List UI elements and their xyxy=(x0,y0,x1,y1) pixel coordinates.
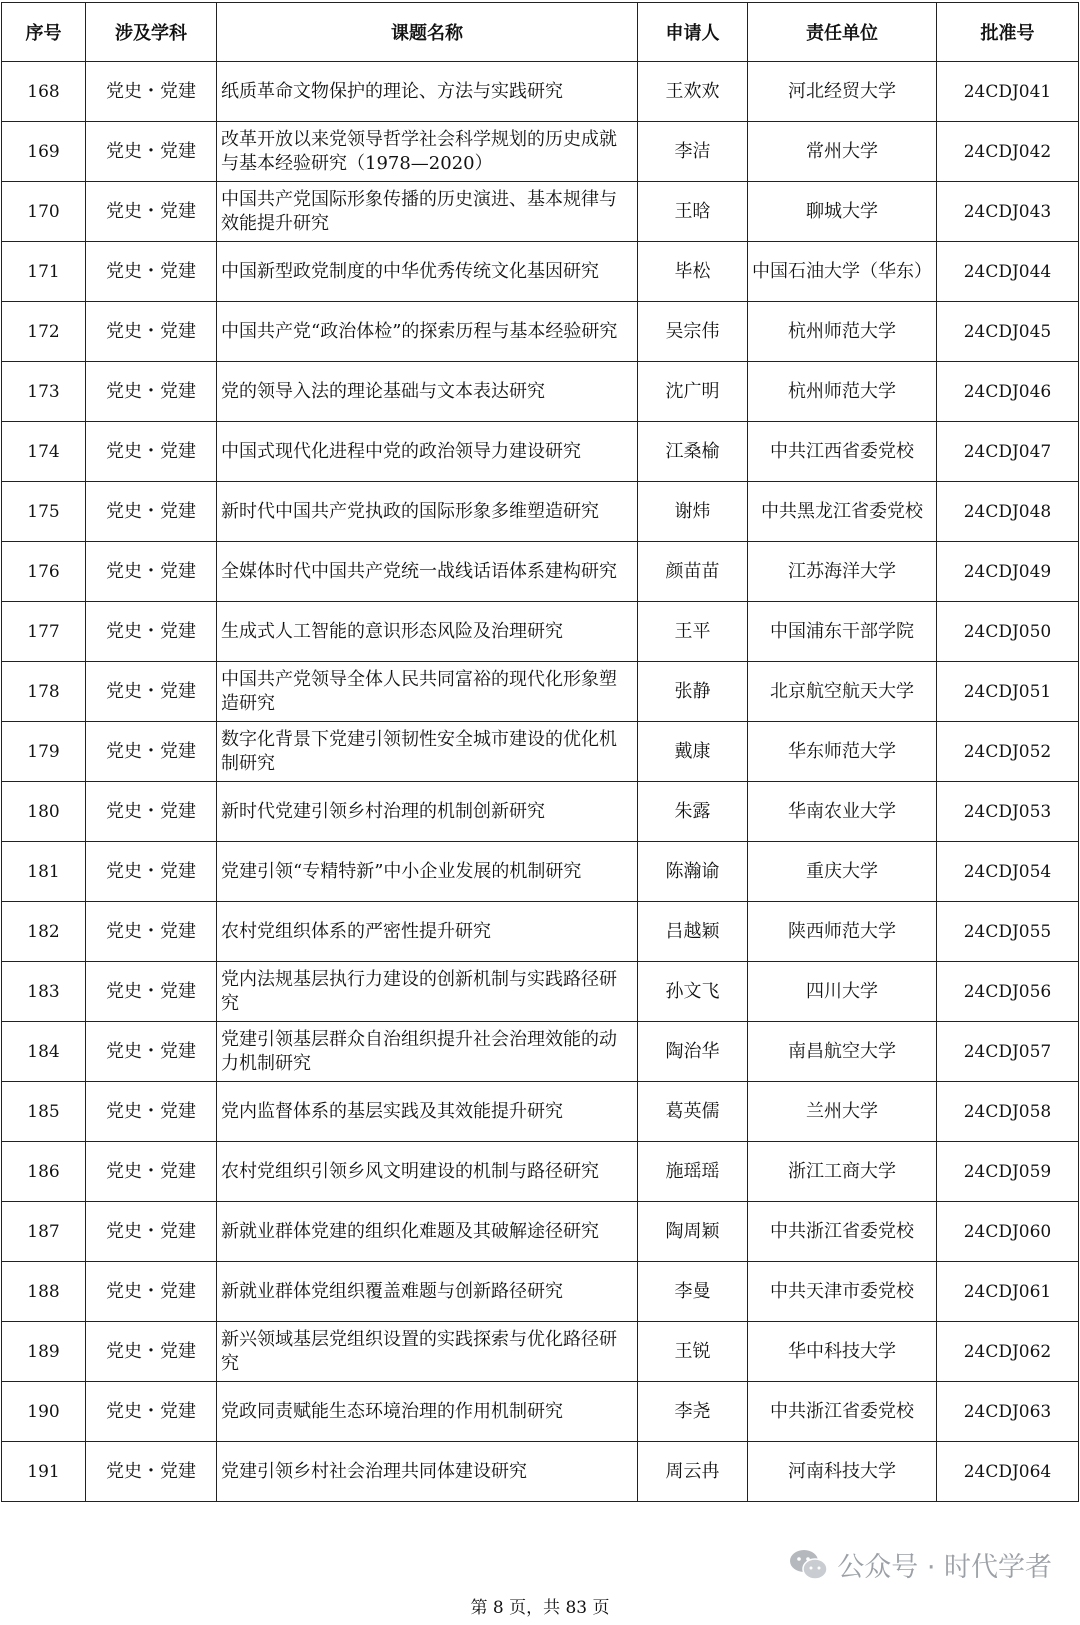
row-title: 党建引领乡村社会治理共同体建设研究 xyxy=(217,1442,638,1502)
row-approval-no: 24CDJ050 xyxy=(937,602,1079,662)
row-title: 党政同责赋能生态环境治理的作用机制研究 xyxy=(217,1382,638,1442)
row-discipline: 党史・党建 xyxy=(86,482,217,542)
table-row xyxy=(2,542,1079,602)
row-institution: 华中科技大学 xyxy=(748,1322,937,1382)
row-title: 新时代中国共产党执政的国际形象多维塑造研究 xyxy=(217,482,638,542)
table-row xyxy=(2,242,1079,302)
row-index: 180 xyxy=(2,782,86,842)
row-approval-no: 24CDJ041 xyxy=(937,62,1079,122)
table-row xyxy=(2,782,1079,842)
header-applicant: 申请人 xyxy=(638,3,748,62)
row-title: 全媒体时代中国共产党统一战线话语体系建构研究 xyxy=(217,542,638,602)
row-discipline: 党史・党建 xyxy=(86,1202,217,1262)
row-discipline: 党史・党建 xyxy=(86,722,217,782)
row-approval-no: 24CDJ063 xyxy=(937,1382,1079,1442)
row-title: 中国共产党“政治体检”的探索历程与基本经验研究 xyxy=(217,302,638,362)
row-approval-no: 24CDJ043 xyxy=(937,182,1079,242)
row-approval-no: 24CDJ058 xyxy=(937,1082,1079,1142)
table-row xyxy=(2,482,1079,542)
row-discipline: 党史・党建 xyxy=(86,122,217,182)
row-discipline: 党史・党建 xyxy=(86,542,217,602)
row-approval-no: 24CDJ049 xyxy=(937,542,1079,602)
row-index: 169 xyxy=(2,122,86,182)
row-discipline: 党史・党建 xyxy=(86,182,217,242)
table-row xyxy=(2,962,1079,1022)
row-title: 中国共产党国际形象传播的历史演进、基本规律与效能提升研究 xyxy=(217,182,638,242)
table-header-row xyxy=(2,3,1079,62)
row-applicant: 吴宗伟 xyxy=(638,302,748,362)
row-discipline: 党史・党建 xyxy=(86,422,217,482)
row-applicant: 陶周颖 xyxy=(638,1202,748,1262)
table-row xyxy=(2,602,1079,662)
row-approval-no: 24CDJ051 xyxy=(937,662,1079,722)
row-index: 174 xyxy=(2,422,86,482)
row-approval-no: 24CDJ064 xyxy=(937,1442,1079,1502)
table-row xyxy=(2,182,1079,242)
row-discipline: 党史・党建 xyxy=(86,782,217,842)
row-institution: 中共江西省委党校 xyxy=(748,422,937,482)
row-index: 172 xyxy=(2,302,86,362)
row-index: 176 xyxy=(2,542,86,602)
row-applicant: 李尧 xyxy=(638,1382,748,1442)
row-discipline: 党史・党建 xyxy=(86,602,217,662)
row-applicant: 孙文飞 xyxy=(638,962,748,1022)
row-applicant: 江桑榆 xyxy=(638,422,748,482)
row-title: 党内法规基层执行力建设的创新机制与实践路径研究 xyxy=(217,962,638,1022)
watermark xyxy=(789,1545,1052,1584)
row-approval-no: 24CDJ053 xyxy=(937,782,1079,842)
row-institution: 常州大学 xyxy=(748,122,937,182)
row-discipline: 党史・党建 xyxy=(86,1442,217,1502)
project-table xyxy=(1,2,1079,1502)
row-discipline: 党史・党建 xyxy=(86,62,217,122)
row-title: 纸质革命文物保护的理论、方法与实践研究 xyxy=(217,62,638,122)
row-index: 182 xyxy=(2,902,86,962)
row-approval-no: 24CDJ044 xyxy=(937,242,1079,302)
row-institution: 华南农业大学 xyxy=(748,782,937,842)
row-approval-no: 24CDJ052 xyxy=(937,722,1079,782)
row-title: 改革开放以来党领导哲学社会科学规划的历史成就与基本经验研究（1978—2020） xyxy=(217,122,638,182)
row-institution: 中共浙江省委党校 xyxy=(748,1382,937,1442)
row-title: 数字化背景下党建引领韧性安全城市建设的优化机制研究 xyxy=(217,722,638,782)
wechat-icon xyxy=(789,1548,829,1582)
row-applicant: 施瑶瑶 xyxy=(638,1142,748,1202)
watermark-text: 公众号 · 时代学者 xyxy=(837,1552,1052,1583)
row-title: 新就业群体党组织覆盖难题与创新路径研究 xyxy=(217,1262,638,1322)
row-institution: 聊城大学 xyxy=(748,182,937,242)
row-institution: 南昌航空大学 xyxy=(748,1022,937,1082)
row-discipline: 党史・党建 xyxy=(86,1142,217,1202)
table-row xyxy=(2,362,1079,422)
row-applicant: 周云冉 xyxy=(638,1442,748,1502)
row-title: 党建引领基层群众自治组织提升社会治理效能的动力机制研究 xyxy=(217,1022,638,1082)
row-title: 中国式现代化进程中党的政治领导力建设研究 xyxy=(217,422,638,482)
table-row xyxy=(2,842,1079,902)
page-number: 第 8 页，共 83 页 xyxy=(470,1598,610,1618)
table-row xyxy=(2,122,1079,182)
row-applicant: 朱露 xyxy=(638,782,748,842)
row-applicant: 张静 xyxy=(638,662,748,722)
row-title: 党建引领“专精特新”中小企业发展的机制研究 xyxy=(217,842,638,902)
row-discipline: 党史・党建 xyxy=(86,902,217,962)
table-row xyxy=(2,302,1079,362)
row-applicant: 沈广明 xyxy=(638,362,748,422)
table-row xyxy=(2,662,1079,722)
row-index: 181 xyxy=(2,842,86,902)
header-index: 序号 xyxy=(2,3,86,62)
row-applicant: 王锐 xyxy=(638,1322,748,1382)
row-applicant: 毕松 xyxy=(638,242,748,302)
row-institution: 中共天津市委党校 xyxy=(748,1262,937,1322)
row-applicant: 葛英儒 xyxy=(638,1082,748,1142)
row-institution: 江苏海洋大学 xyxy=(748,542,937,602)
header-title: 课题名称 xyxy=(217,3,638,62)
row-applicant: 谢炜 xyxy=(638,482,748,542)
row-index: 184 xyxy=(2,1022,86,1082)
header-approval-no: 批准号 xyxy=(937,3,1079,62)
row-index: 178 xyxy=(2,662,86,722)
row-institution: 浙江工商大学 xyxy=(748,1142,937,1202)
row-applicant: 李曼 xyxy=(638,1262,748,1322)
row-approval-no: 24CDJ047 xyxy=(937,422,1079,482)
row-discipline: 党史・党建 xyxy=(86,1262,217,1322)
row-title: 新兴领域基层党组织设置的实践探索与优化路径研究 xyxy=(217,1322,638,1382)
row-index: 177 xyxy=(2,602,86,662)
row-institution: 河北经贸大学 xyxy=(748,62,937,122)
row-index: 186 xyxy=(2,1142,86,1202)
row-approval-no: 24CDJ059 xyxy=(937,1142,1079,1202)
row-approval-no: 24CDJ046 xyxy=(937,362,1079,422)
row-institution: 北京航空航天大学 xyxy=(748,662,937,722)
row-approval-no: 24CDJ055 xyxy=(937,902,1079,962)
row-index: 168 xyxy=(2,62,86,122)
row-title: 中国共产党领导全体人民共同富裕的现代化形象塑造研究 xyxy=(217,662,638,722)
row-approval-no: 24CDJ042 xyxy=(937,122,1079,182)
row-institution: 杭州师范大学 xyxy=(748,362,937,422)
row-institution: 杭州师范大学 xyxy=(748,302,937,362)
row-institution: 四川大学 xyxy=(748,962,937,1022)
row-applicant: 王平 xyxy=(638,602,748,662)
row-approval-no: 24CDJ045 xyxy=(937,302,1079,362)
row-discipline: 党史・党建 xyxy=(86,362,217,422)
row-index: 188 xyxy=(2,1262,86,1322)
table-row xyxy=(2,62,1079,122)
row-approval-no: 24CDJ054 xyxy=(937,842,1079,902)
row-institution: 中共黑龙江省委党校 xyxy=(748,482,937,542)
row-index: 190 xyxy=(2,1382,86,1442)
table-row xyxy=(2,902,1079,962)
row-discipline: 党史・党建 xyxy=(86,1082,217,1142)
row-discipline: 党史・党建 xyxy=(86,962,217,1022)
row-title: 农村党组织体系的严密性提升研究 xyxy=(217,902,638,962)
table-row xyxy=(2,1202,1079,1262)
row-applicant: 李洁 xyxy=(638,122,748,182)
row-institution: 兰州大学 xyxy=(748,1082,937,1142)
row-discipline: 党史・党建 xyxy=(86,1022,217,1082)
table-body xyxy=(2,62,1079,1502)
table-row xyxy=(2,722,1079,782)
row-discipline: 党史・党建 xyxy=(86,1382,217,1442)
table-row xyxy=(2,1082,1079,1142)
table-row xyxy=(2,1262,1079,1322)
row-index: 187 xyxy=(2,1202,86,1262)
row-institution: 中共浙江省委党校 xyxy=(748,1202,937,1262)
row-institution: 河南科技大学 xyxy=(748,1442,937,1502)
row-applicant: 陶治华 xyxy=(638,1022,748,1082)
row-approval-no: 24CDJ056 xyxy=(937,962,1079,1022)
table-row xyxy=(2,1442,1079,1502)
row-institution: 陕西师范大学 xyxy=(748,902,937,962)
table-row xyxy=(2,1022,1079,1082)
row-discipline: 党史・党建 xyxy=(86,842,217,902)
row-discipline: 党史・党建 xyxy=(86,662,217,722)
row-approval-no: 24CDJ057 xyxy=(937,1022,1079,1082)
row-applicant: 王晗 xyxy=(638,182,748,242)
table-row xyxy=(2,1382,1079,1442)
table-row xyxy=(2,422,1079,482)
row-index: 183 xyxy=(2,962,86,1022)
row-institution: 重庆大学 xyxy=(748,842,937,902)
row-approval-no: 24CDJ060 xyxy=(937,1202,1079,1262)
row-title: 新时代党建引领乡村治理的机制创新研究 xyxy=(217,782,638,842)
table-row xyxy=(2,1142,1079,1202)
row-index: 191 xyxy=(2,1442,86,1502)
row-approval-no: 24CDJ048 xyxy=(937,482,1079,542)
row-discipline: 党史・党建 xyxy=(86,242,217,302)
row-discipline: 党史・党建 xyxy=(86,1322,217,1382)
row-index: 175 xyxy=(2,482,86,542)
row-title: 党的领导入法的理论基础与文本表达研究 xyxy=(217,362,638,422)
row-applicant: 吕越颖 xyxy=(638,902,748,962)
row-index: 173 xyxy=(2,362,86,422)
row-institution: 中国石油大学（华东） xyxy=(748,242,937,302)
table-row xyxy=(2,1322,1079,1382)
row-applicant: 戴康 xyxy=(638,722,748,782)
row-title: 农村党组织引领乡风文明建设的机制与路径研究 xyxy=(217,1142,638,1202)
row-institution: 中国浦东干部学院 xyxy=(748,602,937,662)
row-institution: 华东师范大学 xyxy=(748,722,937,782)
row-index: 185 xyxy=(2,1082,86,1142)
row-approval-no: 24CDJ061 xyxy=(937,1262,1079,1322)
row-title: 党内监督体系的基层实践及其效能提升研究 xyxy=(217,1082,638,1142)
row-approval-no: 24CDJ062 xyxy=(937,1322,1079,1382)
row-title: 中国新型政党制度的中华优秀传统文化基因研究 xyxy=(217,242,638,302)
row-title: 生成式人工智能的意识形态风险及治理研究 xyxy=(217,602,638,662)
row-index: 170 xyxy=(2,182,86,242)
row-index: 179 xyxy=(2,722,86,782)
row-applicant: 颜苗苗 xyxy=(638,542,748,602)
row-discipline: 党史・党建 xyxy=(86,302,217,362)
row-index: 189 xyxy=(2,1322,86,1382)
row-index: 171 xyxy=(2,242,86,302)
row-applicant: 王欢欢 xyxy=(638,62,748,122)
row-applicant: 陈瀚谕 xyxy=(638,842,748,902)
header-discipline: 涉及学科 xyxy=(86,3,217,62)
header-institution: 责任单位 xyxy=(748,3,937,62)
row-title: 新就业群体党建的组织化难题及其破解途径研究 xyxy=(217,1202,638,1262)
